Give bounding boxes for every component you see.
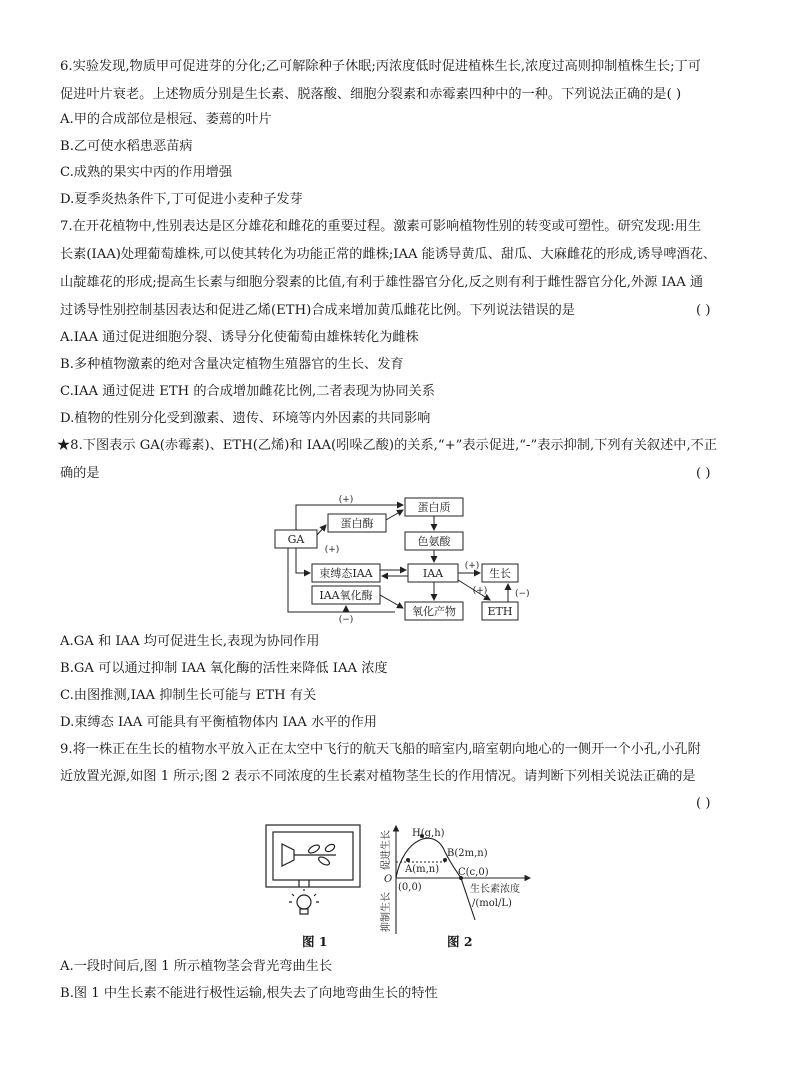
q9-option-a: A.一段时间后,图 1 所示植物茎会背光弯曲生长 xyxy=(60,959,333,974)
q7-stem-line-4: 过诱导性别控制基因表达和促进乙烯(ETH)合成来增加黄瓜雌花比例。下列说法错误的是 xyxy=(60,303,575,318)
point-c-label: C(c,0) xyxy=(458,867,489,878)
q8-option-a: A.GA 和 IAA 均可促进生长,表现为协同作用 xyxy=(60,634,320,649)
room-inner-wall xyxy=(273,832,353,880)
q6-option-d: D.夏季炎热条件下,丁可促进小麦种子发芽 xyxy=(60,192,303,207)
sign-minus-eth: (−) xyxy=(515,589,530,599)
label-ga: GA xyxy=(287,533,305,546)
label-trp: 色氨酸 xyxy=(417,535,451,548)
q7-stem-line-1: 7.在开花植物中,性别表达是区分雄花和雌花的重要过程。激素可影响植物性别的转变或可塑性。研究发现:用生 xyxy=(60,219,702,234)
small-hole xyxy=(299,880,309,887)
room-outer-wall xyxy=(266,825,360,887)
figure-1-dark-room xyxy=(264,822,364,922)
figure-1-caption: 图 1 xyxy=(302,934,328,949)
x-axis-unit: /(mol/L) xyxy=(472,898,512,909)
figure-2-auxin-curve xyxy=(375,822,540,942)
label-protease: 蛋白酶 xyxy=(340,517,374,530)
q8-stem-line-1: ★8.下图表示 GA(赤霉素)、ETH(乙烯)和 IAA(吲哚乙酸)的关系,“+”表示促进,“-”表示抑制,下列有关叙述中,不正 xyxy=(57,438,718,453)
q8-stem-line-2: 确的是 xyxy=(60,466,100,481)
sign-plus-ga: (+) xyxy=(324,545,340,555)
label-bound-iaa: 束缚态IAA xyxy=(319,567,373,580)
figure-2-caption: 图 2 xyxy=(447,934,473,949)
q6-option-b: B.乙可使水稻患恶苗病 xyxy=(60,139,193,154)
origin-point-label: (0,0) xyxy=(398,882,422,893)
q9-stem-line-2: 近放置光源,如图 1 所示;图 2 表示不同浓度的生长素对植物茎生长的作用情况。请判断下列相关说法正确的是 xyxy=(60,769,696,784)
q9-stem-line-1: 9.将一株正在生长的植物水平放入正在太空中飞行的航天飞船的暗室内,暗室朝向地心的一侧开一个小孔,小孔附 xyxy=(60,742,701,757)
sign-minus-oxidase: (−) xyxy=(338,615,354,625)
point-h-label: H(g,h) xyxy=(412,828,445,839)
point-b-label: B(2m,n) xyxy=(447,848,488,859)
q7-option-d: D.植物的性别分化受到激素、遗传、环境等内外因素的共同影响 xyxy=(60,411,431,426)
q6-option-c: C.成熟的果实中丙的作用增强 xyxy=(60,165,233,180)
y-label-inhibit: 抑制生长 xyxy=(381,892,392,932)
q8-answer-paren: ( ) xyxy=(696,466,711,481)
point-a-label: A(m,n) xyxy=(405,864,440,875)
x-axis-label: 生长素浓度 xyxy=(470,884,520,895)
sign-plus-top: (+) xyxy=(338,495,354,505)
hormone-relationship-diagram xyxy=(270,490,530,625)
sign-plus-eth: (+) xyxy=(472,586,488,596)
q7-option-c: C.IAA 通过促进 ETH 的合成增加雌花比例,二者表现为协同关系 xyxy=(60,384,435,399)
label-growth: 生长 xyxy=(489,567,511,580)
q6-stem-line-2: 促进叶片衰老。上述物质分别是生长素、脱落酸、细胞分裂素和赤霉素四种中的一种。下列说法正确的是( ) xyxy=(60,87,682,102)
q8-option-c: C.由图推测,IAA 抑制生长可能与 ETH 有关 xyxy=(60,688,317,703)
label-oxid-product: 氧化产物 xyxy=(412,605,456,618)
q9-option-b: B.图 1 中生长素不能进行极性运输,根失去了向地弯曲生长的特性 xyxy=(60,986,438,1001)
light-bulb-icon xyxy=(297,895,311,909)
q7-option-a: A.IAA 通过促进细胞分裂、诱导分化使葡萄由雄株转化为雌株 xyxy=(60,330,419,345)
origin-label: O xyxy=(384,874,393,885)
label-protein: 蛋白质 xyxy=(417,501,451,514)
sign-plus-growth: (+) xyxy=(464,561,480,571)
q8-option-b: B.GA 可以通过抑制 IAA 氧化酶的活性来降低 IAA 浓度 xyxy=(60,661,388,676)
point-a xyxy=(406,858,410,862)
q6-option-a: A.甲的合成部位是根冠、萎蔫的叶片 xyxy=(60,112,272,127)
q7-option-b: B.多种植物激素的绝对含量决定植物生殖器官的生长、发育 xyxy=(60,357,404,372)
label-eth: ETH xyxy=(487,605,513,618)
q8-option-d: D.束缚态 IAA 可能具有平衡植物体内 IAA 水平的作用 xyxy=(60,715,377,730)
q6-stem-line-1: 6.实验发现,物质甲可促进芽的分化;乙可解除种子休眠;丙浓度低时促进植株生长,浓度过高则抑制植株生长;丁可 xyxy=(60,59,701,74)
q9-answer-paren: ( ) xyxy=(696,796,711,811)
label-iaa: IAA xyxy=(422,567,444,580)
plant-pot xyxy=(282,844,294,866)
q7-answer-paren: ( ) xyxy=(696,303,711,318)
label-iaa-oxidase: IAA氧化酶 xyxy=(319,589,373,602)
q7-stem-line-2: 长素(IAA)处理葡萄雄株,可以使其转化为功能正常的雌株;IAA 能诱导黄瓜、甜瓜、大麻雌花的形成,诱导啤酒花、 xyxy=(60,247,717,262)
q7-stem-line-3: 山靛雄花的形成;提高生长素与细胞分裂素的比值,有利于雄性器官分化,反之则有利于雌性器官分化,外源 IAA 通 xyxy=(60,275,704,290)
y-label-promote: 促进生长 xyxy=(381,830,392,870)
